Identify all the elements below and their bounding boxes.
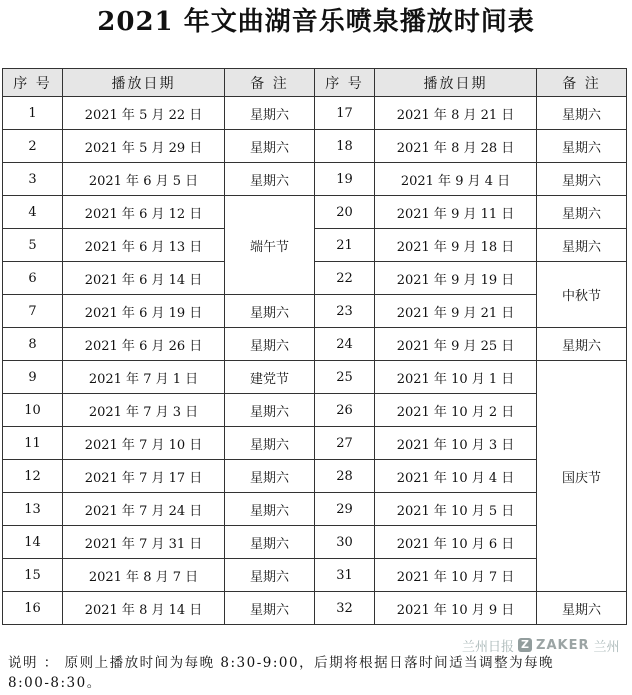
table-row — [3, 295, 627, 328]
date-cell: 2021 年 8 月 14 日 — [63, 592, 225, 625]
table-row — [3, 196, 627, 229]
seq-cell: 14 — [3, 526, 63, 559]
remark-cell: 星期六 — [225, 592, 315, 625]
header-date-left: 播放日期 — [63, 69, 225, 97]
seq-cell: 20 — [315, 196, 375, 229]
seq-cell: 10 — [3, 394, 63, 427]
remark-cell: 星期六 — [537, 97, 627, 130]
date-cell: 2021 年 9 月 11 日 — [375, 196, 537, 229]
date-cell: 2021 年 7 月 1 日 — [63, 361, 225, 394]
seq-cell: 22 — [315, 262, 375, 295]
remark-cell: 星期六 — [225, 427, 315, 460]
remark-cell: 星期六 — [537, 163, 627, 196]
table-row — [3, 262, 627, 295]
seq-cell: 4 — [3, 196, 63, 229]
date-cell: 2021 年 9 月 21 日 — [375, 295, 537, 328]
date-cell: 2021 年 8 月 28 日 — [375, 130, 537, 163]
remark-cell: 星期六 — [225, 559, 315, 592]
remark-cell: 中秋节 — [537, 262, 627, 328]
remark-cell: 星期六 — [225, 97, 315, 130]
seq-cell: 30 — [315, 526, 375, 559]
remark-cell: 星期六 — [537, 592, 627, 625]
table-row — [3, 229, 627, 262]
remark-cell: 星期六 — [225, 130, 315, 163]
seq-cell: 19 — [315, 163, 375, 196]
seq-cell: 28 — [315, 460, 375, 493]
seq-cell: 1 — [3, 97, 63, 130]
date-cell: 2021 年 6 月 19 日 — [63, 295, 225, 328]
header-remark-left: 备 注 — [225, 69, 315, 97]
remark-cell: 星期六 — [537, 328, 627, 361]
remark-cell: 星期六 — [537, 196, 627, 229]
seq-cell: 11 — [3, 427, 63, 460]
date-cell: 2021 年 10 月 6 日 — [375, 526, 537, 559]
remark-cell: 星期六 — [225, 460, 315, 493]
header-seq-left: 序 号 — [3, 69, 63, 97]
table-row — [3, 427, 627, 460]
seq-cell: 9 — [3, 361, 63, 394]
watermark-brand: ZAKER — [536, 637, 590, 653]
watermark-source: 兰州日报 — [462, 639, 515, 655]
seq-cell: 17 — [315, 97, 375, 130]
date-cell: 2021 年 7 月 10 日 — [63, 427, 225, 460]
date-cell: 2021 年 10 月 1 日 — [375, 361, 537, 394]
remark-cell: 星期六 — [225, 328, 315, 361]
date-cell: 2021 年 9 月 25 日 — [375, 328, 537, 361]
seq-cell: 29 — [315, 493, 375, 526]
schedule-body — [3, 97, 627, 625]
seq-cell: 23 — [315, 295, 375, 328]
date-cell: 2021 年 6 月 26 日 — [63, 328, 225, 361]
table-row — [3, 328, 627, 361]
table-row — [3, 592, 627, 625]
date-cell: 2021 年 7 月 3 日 — [63, 394, 225, 427]
seq-cell: 15 — [3, 559, 63, 592]
seq-cell: 18 — [315, 130, 375, 163]
seq-cell: 13 — [3, 493, 63, 526]
table-row — [3, 97, 627, 130]
date-cell: 2021 年 6 月 13 日 — [63, 229, 225, 262]
date-cell: 2021 年 6 月 14 日 — [63, 262, 225, 295]
table-row — [3, 460, 627, 493]
seq-cell: 12 — [3, 460, 63, 493]
table-row — [3, 130, 627, 163]
zaker-logo-icon: Z — [518, 638, 532, 652]
date-cell: 2021 年 6 月 5 日 — [63, 163, 225, 196]
remark-cell: 国庆节 — [537, 361, 627, 592]
date-cell: 2021 年 10 月 7 日 — [375, 559, 537, 592]
note-line-1: 说明 ： 原则上播放时间为每晚 8:30-9:00，后期将根据日落时间适当调整为每晚 — [8, 655, 555, 671]
remark-cell: 星期六 — [225, 163, 315, 196]
table-row — [3, 493, 627, 526]
seq-cell: 32 — [315, 592, 375, 625]
date-cell: 2021 年 10 月 4 日 — [375, 460, 537, 493]
seq-cell: 16 — [3, 592, 63, 625]
header-remark-right: 备 注 — [537, 69, 627, 97]
seq-cell: 31 — [315, 559, 375, 592]
remark-cell: 星期六 — [225, 493, 315, 526]
explanation-note — [8, 653, 608, 693]
watermark-city: 兰州 — [593, 639, 620, 655]
date-cell: 2021 年 10 月 3 日 — [375, 427, 537, 460]
seq-cell: 27 — [315, 427, 375, 460]
table-header-row — [3, 69, 627, 97]
date-cell: 2021 年 5 月 29 日 — [63, 130, 225, 163]
date-cell: 2021 年 5 月 22 日 — [63, 97, 225, 130]
date-cell: 2021 年 9 月 19 日 — [375, 262, 537, 295]
table-row — [3, 163, 627, 196]
remark-cell: 星期六 — [225, 295, 315, 328]
seq-cell: 2 — [3, 130, 63, 163]
date-cell: 2021 年 10 月 5 日 — [375, 493, 537, 526]
seq-cell: 6 — [3, 262, 63, 295]
seq-cell: 7 — [3, 295, 63, 328]
seq-cell: 26 — [315, 394, 375, 427]
date-cell: 2021 年 7 月 31 日 — [63, 526, 225, 559]
remark-cell: 星期六 — [537, 229, 627, 262]
remark-cell: 星期六 — [225, 526, 315, 559]
date-cell: 2021 年 9 月 18 日 — [375, 229, 537, 262]
remark-cell: 端午节 — [225, 196, 315, 295]
seq-cell: 8 — [3, 328, 63, 361]
remark-cell: 星期六 — [537, 130, 627, 163]
seq-cell: 25 — [315, 361, 375, 394]
header-seq-right: 序 号 — [315, 69, 375, 97]
date-cell: 2021 年 10 月 2 日 — [375, 394, 537, 427]
schedule-table — [2, 68, 627, 625]
remark-cell: 星期六 — [225, 394, 315, 427]
seq-cell: 24 — [315, 328, 375, 361]
date-cell: 2021 年 7 月 17 日 — [63, 460, 225, 493]
table-row — [3, 394, 627, 427]
note-line-2: 8:00-8:30。 — [8, 675, 102, 691]
date-cell: 2021 年 7 月 24 日 — [63, 493, 225, 526]
seq-cell: 3 — [3, 163, 63, 196]
date-cell: 2021 年 6 月 12 日 — [63, 196, 225, 229]
seq-cell: 21 — [315, 229, 375, 262]
remark-cell: 建党节 — [225, 361, 315, 394]
table-row — [3, 361, 627, 394]
page-title: 2021 年文曲湖音乐喷泉播放时间表 — [97, 7, 535, 37]
table-row — [3, 559, 627, 592]
header-date-right: 播放日期 — [375, 69, 537, 97]
date-cell: 2021 年 10 月 9 日 — [375, 592, 537, 625]
table-row — [3, 526, 627, 559]
date-cell: 2021 年 9 月 4 日 — [375, 163, 537, 196]
date-cell: 2021 年 8 月 7 日 — [63, 559, 225, 592]
seq-cell: 5 — [3, 229, 63, 262]
date-cell: 2021 年 8 月 21 日 — [375, 97, 537, 130]
watermark — [462, 634, 630, 656]
